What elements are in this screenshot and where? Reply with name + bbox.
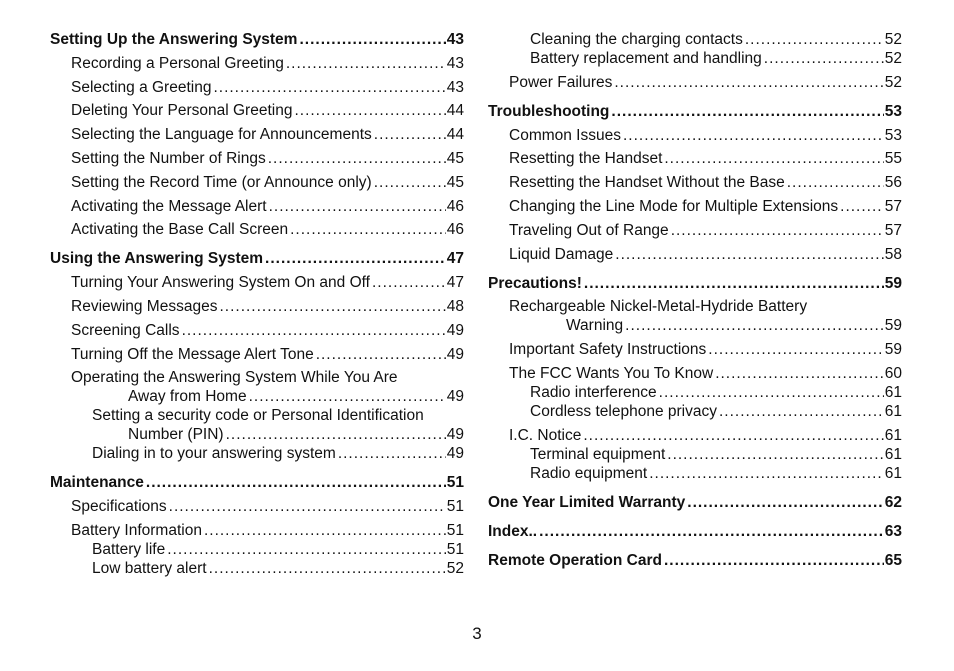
toc-entry-title: Common Issues: [509, 126, 621, 144]
dot-leader: [374, 173, 446, 192]
dot-leader: [374, 125, 446, 144]
toc-page-number: 57: [884, 197, 902, 215]
dot-leader: [667, 445, 883, 464]
toc-entry-title: Remote Operation Card: [488, 551, 662, 569]
dot-leader: [219, 297, 445, 316]
toc-section-heading[interactable]: [488, 102, 902, 121]
dot-leader: [539, 522, 884, 541]
toc-page-number: 59: [884, 317, 902, 335]
toc-entry[interactable]: [488, 364, 902, 383]
toc-entry[interactable]: [50, 54, 464, 73]
toc-page-number: 65: [884, 551, 902, 569]
toc-page-number: 59: [884, 274, 902, 292]
toc-entry-title: Radio equipment: [530, 464, 648, 482]
toc-entry[interactable]: [50, 497, 464, 516]
toc-page-number: 47: [446, 250, 464, 268]
toc-entry-title: Terminal equipment: [530, 445, 666, 463]
toc-page-number: 44: [446, 102, 464, 120]
dot-leader: [787, 173, 884, 192]
toc-page-number: 48: [446, 297, 464, 315]
dot-leader: [687, 493, 883, 512]
dot-leader: [290, 220, 446, 239]
toc-page-number: 55: [884, 150, 902, 168]
toc-page-number: 43: [446, 31, 464, 48]
dot-leader: [671, 221, 884, 240]
dot-leader: [715, 364, 884, 383]
toc-entry[interactable]: [50, 197, 464, 216]
toc-entry[interactable]: [488, 49, 902, 68]
toc-entry[interactable]: [50, 540, 464, 559]
toc-entry[interactable]: [50, 297, 464, 316]
toc-entry[interactable]: [488, 149, 902, 168]
toc-entry[interactable]: [50, 406, 464, 444]
toc-entry-title: Traveling Out of Range: [509, 221, 669, 239]
toc-entry-title-continued: Number (PIN): [128, 426, 224, 444]
dot-leader: [583, 426, 883, 445]
toc-entry[interactable]: [488, 221, 902, 240]
dot-leader: [664, 149, 883, 168]
toc-entry-title: Setting the Number of Rings: [71, 149, 266, 167]
toc-entry[interactable]: [488, 126, 902, 145]
dot-leader: [625, 316, 884, 335]
toc-page-number: 58: [884, 245, 902, 263]
dot-leader: [299, 30, 445, 49]
toc-entry-title-continued: Away from Home: [128, 388, 247, 406]
toc-section-heading[interactable]: [488, 493, 902, 512]
toc-entry-title: Power Failures: [509, 73, 613, 91]
toc-page-number: 47: [446, 274, 464, 292]
dot-leader: [249, 387, 446, 406]
toc-entry-title: Rechargeable Nickel-Metal-Hydride Battery: [509, 298, 808, 316]
toc-page-number: 57: [884, 221, 902, 239]
toc-entry[interactable]: [50, 273, 464, 292]
dot-leader: [708, 340, 883, 359]
toc-entry-title: Turning Off the Message Alert Tone: [71, 345, 314, 363]
dot-leader: [338, 444, 446, 463]
dot-leader: [182, 321, 446, 340]
dot-leader: [745, 30, 884, 49]
toc-page-number: 43: [446, 78, 464, 96]
toc-section-heading[interactable]: [50, 249, 464, 268]
dot-leader: [213, 78, 445, 97]
toc-entry-title: Battery Information: [71, 521, 202, 539]
dot-leader: [840, 197, 884, 216]
toc-entry[interactable]: [50, 125, 464, 144]
dot-leader: [316, 345, 446, 364]
toc-entry[interactable]: [50, 101, 464, 120]
toc-page-number: 43: [446, 54, 464, 72]
dot-leader: [664, 551, 884, 570]
toc-page-number: 45: [446, 173, 464, 191]
toc-page-number: 52: [446, 559, 464, 577]
toc-entry[interactable]: [50, 368, 464, 406]
toc-entry[interactable]: [50, 78, 464, 97]
toc-page-number: 61: [884, 445, 902, 463]
toc-entry-title: Setting the Record Time (or Announce only): [71, 173, 372, 191]
toc-entry-title: Setting a security code or Personal Identification: [92, 407, 424, 425]
toc-entry-title: Battery life: [92, 540, 166, 558]
toc-entry-title: Reviewing Messages: [71, 297, 218, 315]
toc-page-number: 52: [884, 31, 902, 48]
toc-entry-title: Resetting the Handset: [509, 150, 663, 168]
dot-leader: [167, 540, 446, 559]
toc-entry[interactable]: [488, 197, 902, 216]
toc-page-number: 61: [884, 383, 902, 401]
toc-entry-title: Operating the Answering System While You Are: [71, 369, 398, 387]
toc-entry-title: Low battery alert: [92, 559, 207, 577]
dot-leader: [649, 464, 884, 483]
dot-leader: [226, 425, 446, 444]
dot-leader: [169, 497, 446, 516]
toc-entry-title: Screening Calls: [71, 321, 180, 339]
toc-entry-title: Precautions!: [488, 274, 582, 292]
toc-entry[interactable]: [488, 30, 902, 49]
toc-section-heading[interactable]: [488, 522, 902, 541]
toc-page-number: 45: [446, 149, 464, 167]
toc-page-number: 51: [446, 498, 464, 516]
toc-entry-title: Index..: [488, 522, 538, 540]
toc-page-number: 53: [884, 126, 902, 144]
toc-page-number: 49: [446, 345, 464, 363]
dot-leader: [209, 559, 446, 578]
page-number: 3: [472, 624, 482, 643]
dot-leader: [372, 273, 446, 292]
toc-entry-title: I.C. Notice: [509, 426, 582, 444]
toc-page-number: 53: [884, 102, 902, 120]
toc-entry[interactable]: [488, 340, 902, 359]
toc-entry-title: Turning Your Answering System On and Off: [71, 274, 370, 292]
toc-entry[interactable]: [488, 173, 902, 192]
toc-entry[interactable]: [488, 426, 902, 445]
dot-leader: [614, 73, 883, 92]
toc-entry-title: Maintenance: [50, 474, 144, 492]
dot-leader: [615, 245, 883, 264]
toc-page-number: 63: [884, 522, 902, 540]
toc-page-number: 51: [446, 474, 464, 492]
toc-page-number: 51: [446, 540, 464, 558]
toc-entry[interactable]: [50, 321, 464, 340]
dot-leader: [265, 249, 446, 268]
toc-entry-title: Dialing in to your answering system: [92, 445, 336, 463]
toc-page-number: 46: [446, 197, 464, 215]
toc-entry[interactable]: [488, 383, 902, 402]
toc-page-number: 46: [446, 221, 464, 239]
toc-page-number: 62: [884, 493, 902, 511]
toc-entry[interactable]: [488, 402, 902, 421]
toc-entry-title-continued: Warning: [566, 317, 624, 335]
toc-entry-title: Troubleshooting: [488, 102, 610, 120]
toc-page-number: 61: [884, 464, 902, 482]
toc-entry-title: Selecting a Greeting: [71, 78, 212, 96]
dot-leader: [269, 197, 446, 216]
toc-entry[interactable]: [50, 220, 464, 239]
toc-entry-title: Cleaning the charging contacts: [530, 31, 743, 48]
toc-page-number: 49: [446, 445, 464, 463]
toc-entry-title: Liquid Damage: [509, 245, 614, 263]
toc-section-heading[interactable]: [488, 274, 902, 293]
toc-page-number: 61: [884, 402, 902, 420]
toc-entry-title: Selecting the Language for Announcements: [71, 126, 372, 144]
toc-entry[interactable]: [50, 345, 464, 364]
dot-leader: [268, 149, 446, 168]
toc-entry-title: Resetting the Handset Without the Base: [509, 174, 785, 192]
toc-entry[interactable]: [488, 73, 902, 92]
toc-entry[interactable]: [488, 245, 902, 264]
toc-entry-title: Using the Answering System: [50, 250, 264, 268]
toc-left-column: [50, 30, 464, 578]
toc-entry-title: Activating the Base Call Screen: [71, 221, 289, 239]
toc-entry-title: Recording a Personal Greeting: [71, 54, 284, 72]
toc-page-number: 51: [446, 521, 464, 539]
toc-entry-title: The FCC Wants You To Know: [509, 364, 714, 382]
toc-entry[interactable]: [50, 444, 464, 463]
dot-leader: [146, 473, 446, 492]
toc-page-number: 49: [446, 426, 464, 444]
toc-entry[interactable]: [488, 464, 902, 483]
toc-page-number: 60: [884, 364, 902, 382]
toc-entry[interactable]: [50, 173, 464, 192]
toc-entry-title: Deleting Your Personal Greeting: [71, 102, 293, 120]
toc-entry-title: Changing the Line Mode for Multiple Extensions: [509, 197, 839, 215]
dot-leader: [719, 402, 884, 421]
toc-section-heading[interactable]: [50, 473, 464, 492]
toc-section-heading[interactable]: [488, 551, 902, 570]
toc-entry[interactable]: [50, 149, 464, 168]
dot-leader: [623, 126, 884, 145]
dot-leader: [204, 521, 446, 540]
toc-entry[interactable]: [488, 297, 902, 335]
toc-page-number: 52: [884, 73, 902, 91]
toc-entry-title: Cordless telephone privacy: [530, 402, 717, 420]
dot-leader: [286, 54, 446, 73]
toc-page-number: 61: [884, 426, 902, 444]
toc-entry-title: Radio interference: [530, 383, 657, 401]
toc-entry[interactable]: [50, 521, 464, 540]
toc-entry[interactable]: [50, 559, 464, 578]
toc-entry-title: Setting Up the Answering System: [50, 31, 298, 48]
toc-page-number: 49: [446, 388, 464, 406]
toc-entry-title: Specifications: [71, 498, 167, 516]
toc-right-column: [488, 30, 902, 570]
toc-page-number: 49: [446, 321, 464, 339]
toc-page-number: 52: [884, 50, 902, 67]
toc-page-number: 59: [884, 341, 902, 359]
dot-leader: [584, 274, 884, 293]
toc-page-number: 56: [884, 174, 902, 192]
toc-entry-title: Important Safety Instructions: [509, 341, 707, 359]
toc-entry-title: One Year Limited Warranty: [488, 493, 686, 511]
dot-leader: [764, 49, 884, 68]
toc-section-heading[interactable]: [50, 30, 464, 49]
toc-entry-title: Battery replacement and handling: [530, 50, 762, 67]
dot-leader: [611, 102, 883, 121]
toc-page-number: 44: [446, 126, 464, 144]
dot-leader: [294, 101, 445, 120]
toc-entry-title: Activating the Message Alert: [71, 197, 267, 215]
dot-leader: [659, 383, 884, 402]
toc-entry[interactable]: [488, 445, 902, 464]
